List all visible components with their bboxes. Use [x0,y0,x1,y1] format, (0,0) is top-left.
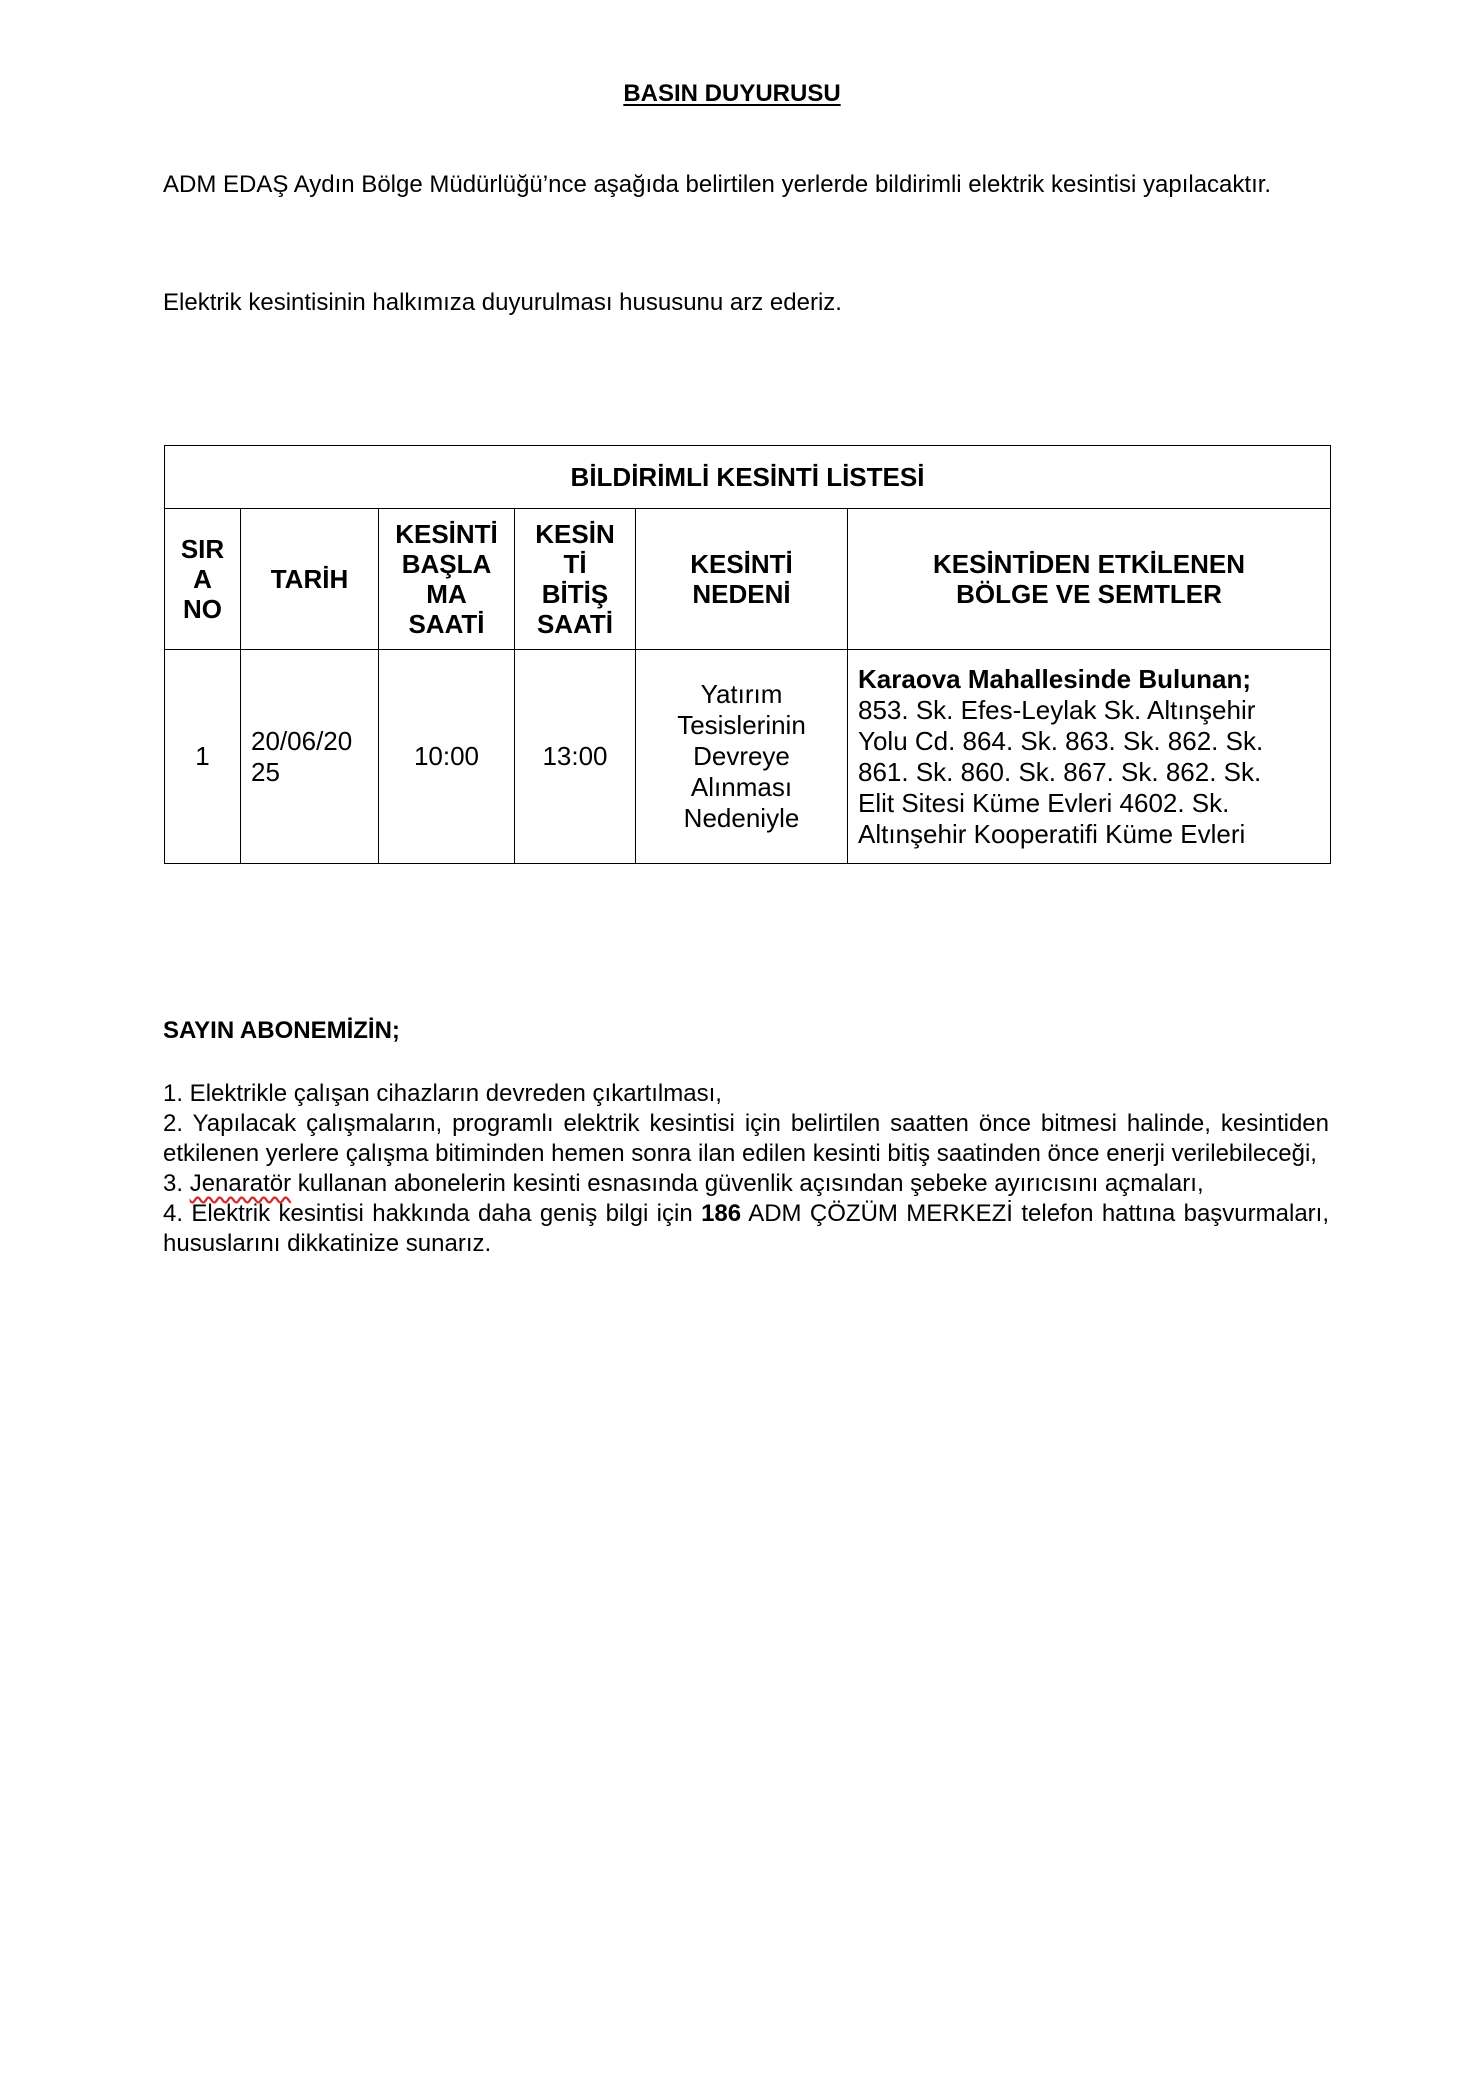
cell-text: Devreye [693,741,790,771]
note-item-3-text: kullanan abonelerin kesinti esnasında güvenlik açısından şebeke ayırıcısını açmaları, [291,1170,1204,1197]
call-center-number: 186 [701,1200,742,1227]
header-neden [636,509,848,650]
header-text: KESİNTİ [690,549,793,579]
note-item-2: 2. Yapılacak çalışmaların, programlı elektrik kesintisi için belirtilen saatten önce bitmesi halinde, kesintiden etkilenen yerlere çalışma bitiminden hemen sonra ilan edilen kesinti bitiş saatinden önce enerji verilebileceği, [163,1110,1329,1167]
spellcheck-word: Jenaratör [189,1170,292,1197]
cell-baslama-saati: 10:00 [379,650,515,864]
table-row [165,650,1331,864]
header-bolge [848,509,1331,650]
note-item-3 [163,1169,1329,1199]
cell-text: Yatırım [700,679,783,709]
region-line: 853. Sk. Efes-Leylak Sk. Altınşehir [858,694,1256,725]
note-item-4 [163,1199,1329,1259]
region-line: Altınşehir Kooperatifi Küme Evleri [858,818,1246,849]
header-tarih: TARİH [241,509,379,650]
header-text: KESİNTİ [395,519,498,549]
header-text: Tİ [563,549,587,579]
header-text: KESİNTİDEN ETKİLENEN [932,549,1246,579]
header-text: SIR [180,534,225,564]
outage-table [164,445,1331,864]
header-baslama-saati [379,509,515,650]
cell-text: 25 [251,756,280,787]
header-text: BAŞLA [401,549,492,579]
region-heading: Karaova Mahallesinde Bulunan; [858,663,1251,694]
cell-sira-no: 1 [165,650,241,864]
header-text: BÖLGE VE SEMTLER [956,579,1222,609]
table-header-row [165,509,1331,650]
table-caption-row [165,446,1331,509]
header-text: NO [183,594,222,624]
header-text: BİTİŞ [541,579,609,609]
cell-text: 20/06/20 [251,725,353,756]
header-text: A [193,564,212,594]
request-paragraph: Elektrik kesintisinin halkımıza duyurulması hususunu arz ederiz. [163,289,842,316]
note-item-4-prefix: 4. Elektrik kesintisi hakkında daha geniş bilgi için [163,1200,702,1227]
table-caption: BİLDİRİMLİ KESİNTİ LİSTESİ [165,446,1331,509]
header-text: SAATİ [536,609,614,639]
cell-text: Tesislerinin [677,710,806,740]
header-bitis-saati [515,509,636,650]
header-text: NEDENİ [692,579,791,609]
cell-tarih [241,650,379,864]
region-line: Elit Sitesi Küme Evleri 4602. Sk. [858,787,1230,818]
cell-bitis-saati: 13:00 [515,650,636,864]
intro-paragraph: ADM EDAŞ Aydın Bölge Müdürlüğü’nce aşağıda belirtilen yerlerde bildirimli elektrik kesintisi yapılacaktır. [163,171,1272,198]
subscriber-notes [163,1079,1329,1259]
note-item-1: 1. Elektrikle çalışan cihazların devreden çıkartılması, [163,1080,722,1107]
cell-bolge [848,650,1331,864]
header-sira-no [165,509,241,650]
header-text: MA [426,579,467,609]
subscriber-heading: SAYIN ABONEMİZİN; [163,1017,400,1044]
note-item-3-prefix: 3. [163,1170,190,1197]
region-line: 861. Sk. 860. Sk. 867. Sk. 862. Sk. [858,756,1262,787]
note-item-4-text: ADM ÇÖZÜM MERKEZİ telefon hattına başvurmaları, hususlarını dikkatinize sunarız. [163,1200,1329,1257]
document-title: BASIN DUYURUSU [623,80,841,107]
header-text: KESİN [535,519,615,549]
cell-text: Alınması [690,772,793,802]
cell-neden [636,650,848,864]
cell-text: Nedeniyle [683,803,800,833]
region-line: Yolu Cd. 864. Sk. 863. Sk. 862. Sk. [858,725,1264,756]
header-text: SAATİ [408,609,485,639]
